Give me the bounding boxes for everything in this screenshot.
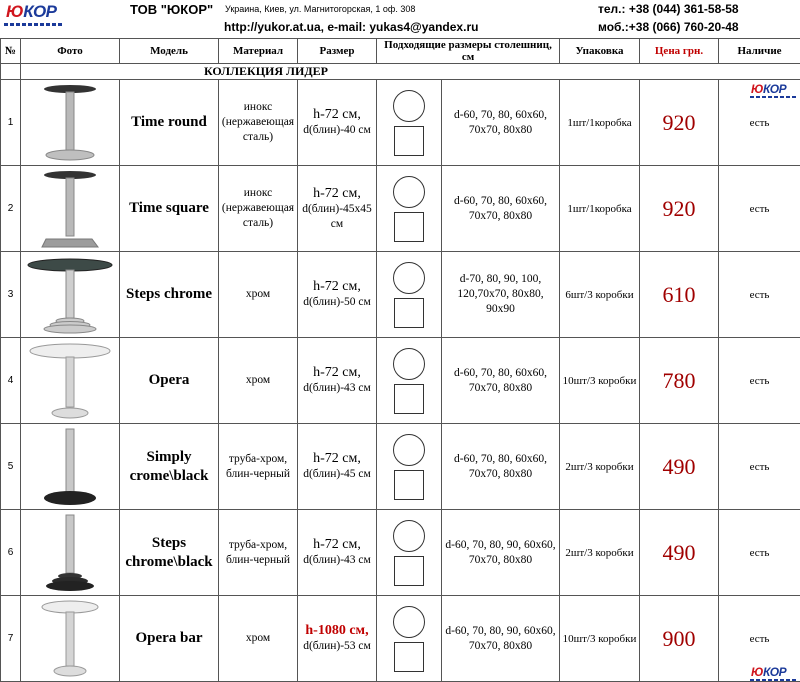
product-pack: 10шт/3 коробки (560, 596, 640, 682)
row-number: 4 (1, 338, 21, 424)
white-top-chrome-image (25, 341, 115, 421)
square-top-icon (394, 556, 424, 586)
product-dims: d-60, 70, 80, 60x60, 70x70, 80x80 (377, 338, 560, 424)
company-address: Украина, Киев, ул. Магнитогорская, 1 оф. 308 (225, 4, 415, 14)
table-header-row (1, 39, 800, 64)
square-top-icon (394, 470, 424, 500)
table-row (1, 424, 800, 510)
product-size: h-1080 см, d(блин)-53 см (298, 596, 377, 682)
circle-top-icon (393, 606, 425, 638)
product-stock: есть ЮКОР (719, 596, 800, 682)
phone-mobile: моб.:+38 (066) 760-20-48 (598, 20, 739, 34)
product-price: 920 (640, 166, 719, 252)
logo-text-rest: КОР (23, 2, 56, 21)
product-photo (21, 80, 120, 166)
product-pack: 2шт/3 коробки (560, 510, 640, 596)
square-base-chrome-image (40, 169, 100, 249)
square-top-icon (394, 384, 424, 414)
phone-landline: тел.: +38 (044) 361-58-58 (598, 2, 739, 16)
product-pack: 1шт/1коробка (560, 166, 640, 252)
company-logo: ЮКОР (4, 3, 64, 23)
row-number: 7 (1, 596, 21, 682)
product-size (298, 80, 377, 166)
product-size: h-72 см, d(блин)-43 см (298, 510, 377, 596)
product-price: 900 (640, 596, 719, 682)
section-row (1, 64, 800, 80)
product-pack: 6шт/3 коробки (560, 252, 640, 338)
product-model: Steps chrome\black (120, 510, 219, 596)
table-row (1, 596, 800, 682)
section-title: КОЛЛЕКЦИЯ ЛИДЕР (21, 64, 800, 80)
circle-top-icon (393, 176, 425, 208)
price-table (0, 38, 800, 682)
product-model: Opera bar (120, 596, 219, 682)
product-stock: есть (719, 510, 800, 596)
product-price: 490 (640, 510, 719, 596)
product-stock: есть (719, 252, 800, 338)
product-photo (21, 252, 120, 338)
table-row (1, 80, 800, 166)
product-model: Simply crome\black (120, 424, 219, 510)
col-price: Цена грн. (640, 39, 719, 64)
square-top-icon (394, 298, 424, 328)
square-top-icon (394, 126, 424, 156)
glass-top-steps-image (25, 255, 115, 335)
product-stock: есть (719, 166, 800, 252)
table-row (1, 338, 800, 424)
product-price: 780 (640, 338, 719, 424)
product-material: инокс (нержавеющая сталь) (219, 80, 298, 166)
product-stock: ЮКОР есть (719, 80, 800, 166)
circle-top-icon (393, 262, 425, 294)
product-dims: d-60, 70, 80, 90, 60x60, 70x70, 80x80 (377, 596, 560, 682)
product-photo (21, 424, 120, 510)
product-model: Steps chrome (120, 252, 219, 338)
product-price: 490 (640, 424, 719, 510)
product-photo (21, 166, 120, 252)
product-pack: 10шт/3 коробки (560, 338, 640, 424)
row-number: 6 (1, 510, 21, 596)
product-material: хром (219, 338, 298, 424)
col-material: Материал (219, 39, 298, 64)
size-height: h-72 см, (313, 107, 361, 122)
col-photo: Фото (21, 39, 120, 64)
col-model: Модель (120, 39, 219, 64)
row-number: 5 (1, 424, 21, 510)
col-stock: Наличие (719, 39, 800, 64)
round-base-chrome-image (40, 83, 100, 163)
product-photo (21, 596, 120, 682)
row-number: 3 (1, 252, 21, 338)
product-price: 610 (640, 252, 719, 338)
black-steps-base-image (40, 513, 100, 593)
black-round-base-image (40, 427, 100, 507)
table-row (1, 510, 800, 596)
product-dims: d-60, 70, 80, 60x60, 70x70, 80x80 (377, 166, 560, 252)
product-model: Time round (120, 80, 219, 166)
table-row (1, 166, 800, 252)
circle-top-icon (393, 434, 425, 466)
mini-logo-top: ЮКОР (750, 82, 798, 98)
product-material: труба-хром, блин-черный (219, 510, 298, 596)
col-dims: Подходящие размеры столешниц, см (377, 39, 560, 64)
product-material: труба-хром, блин-черный (219, 424, 298, 510)
product-price: 920 (640, 80, 719, 166)
product-photo (21, 510, 120, 596)
product-dims: d-60, 70, 80, 60x60, 70x70, 80x80 (377, 424, 560, 510)
product-dims (377, 80, 560, 166)
col-size: Размер (298, 39, 377, 64)
product-size: h-72 см, d(блин)-43 см (298, 338, 377, 424)
product-material: хром (219, 252, 298, 338)
product-stock: есть (719, 424, 800, 510)
product-dims: d-60, 70, 80, 90, 60x60, 70x70, 80x80 (377, 510, 560, 596)
product-model: Time square (120, 166, 219, 252)
product-pack: 2шт/3 коробки (560, 424, 640, 510)
product-size: h-72 см, d(блин)-50 см (298, 252, 377, 338)
product-size: h-72 см, d(блин)-45x45 см (298, 166, 377, 252)
dims-text: d-60, 70, 80, 60x60, 70x70, 80x80 (442, 108, 559, 138)
company-name: ТОВ "ЮКОР" (130, 2, 213, 17)
product-size: h-72 см, d(блин)-45 см (298, 424, 377, 510)
product-material: инокс (нержавеющая сталь) (219, 166, 298, 252)
product-photo (21, 338, 120, 424)
row-number: 2 (1, 166, 21, 252)
col-pack: Упаковка (560, 39, 640, 64)
product-dims: d-70, 80, 90, 100, 120,70x70, 80x80, 90x90 (377, 252, 560, 338)
table-row (1, 252, 800, 338)
white-top-bar-image (35, 599, 105, 679)
mini-logo-bottom: ЮКОР (750, 665, 798, 681)
product-material: хром (219, 596, 298, 682)
page-header (0, 0, 800, 38)
row-number: 1 (1, 80, 21, 166)
col-num: № (1, 39, 21, 64)
product-stock: есть (719, 338, 800, 424)
square-top-icon (394, 642, 424, 672)
product-pack: 1шт/1коробка (560, 80, 640, 166)
circle-top-icon (393, 90, 425, 122)
product-model: Opera (120, 338, 219, 424)
size-base: d(блин)-40 см (303, 124, 371, 136)
company-web[interactable]: http://yukor.at.ua, e-mail: yukas4@yandex.ru (224, 20, 478, 34)
square-top-icon (394, 212, 424, 242)
circle-top-icon (393, 348, 425, 380)
shape-icons (377, 86, 441, 160)
circle-top-icon (393, 520, 425, 552)
